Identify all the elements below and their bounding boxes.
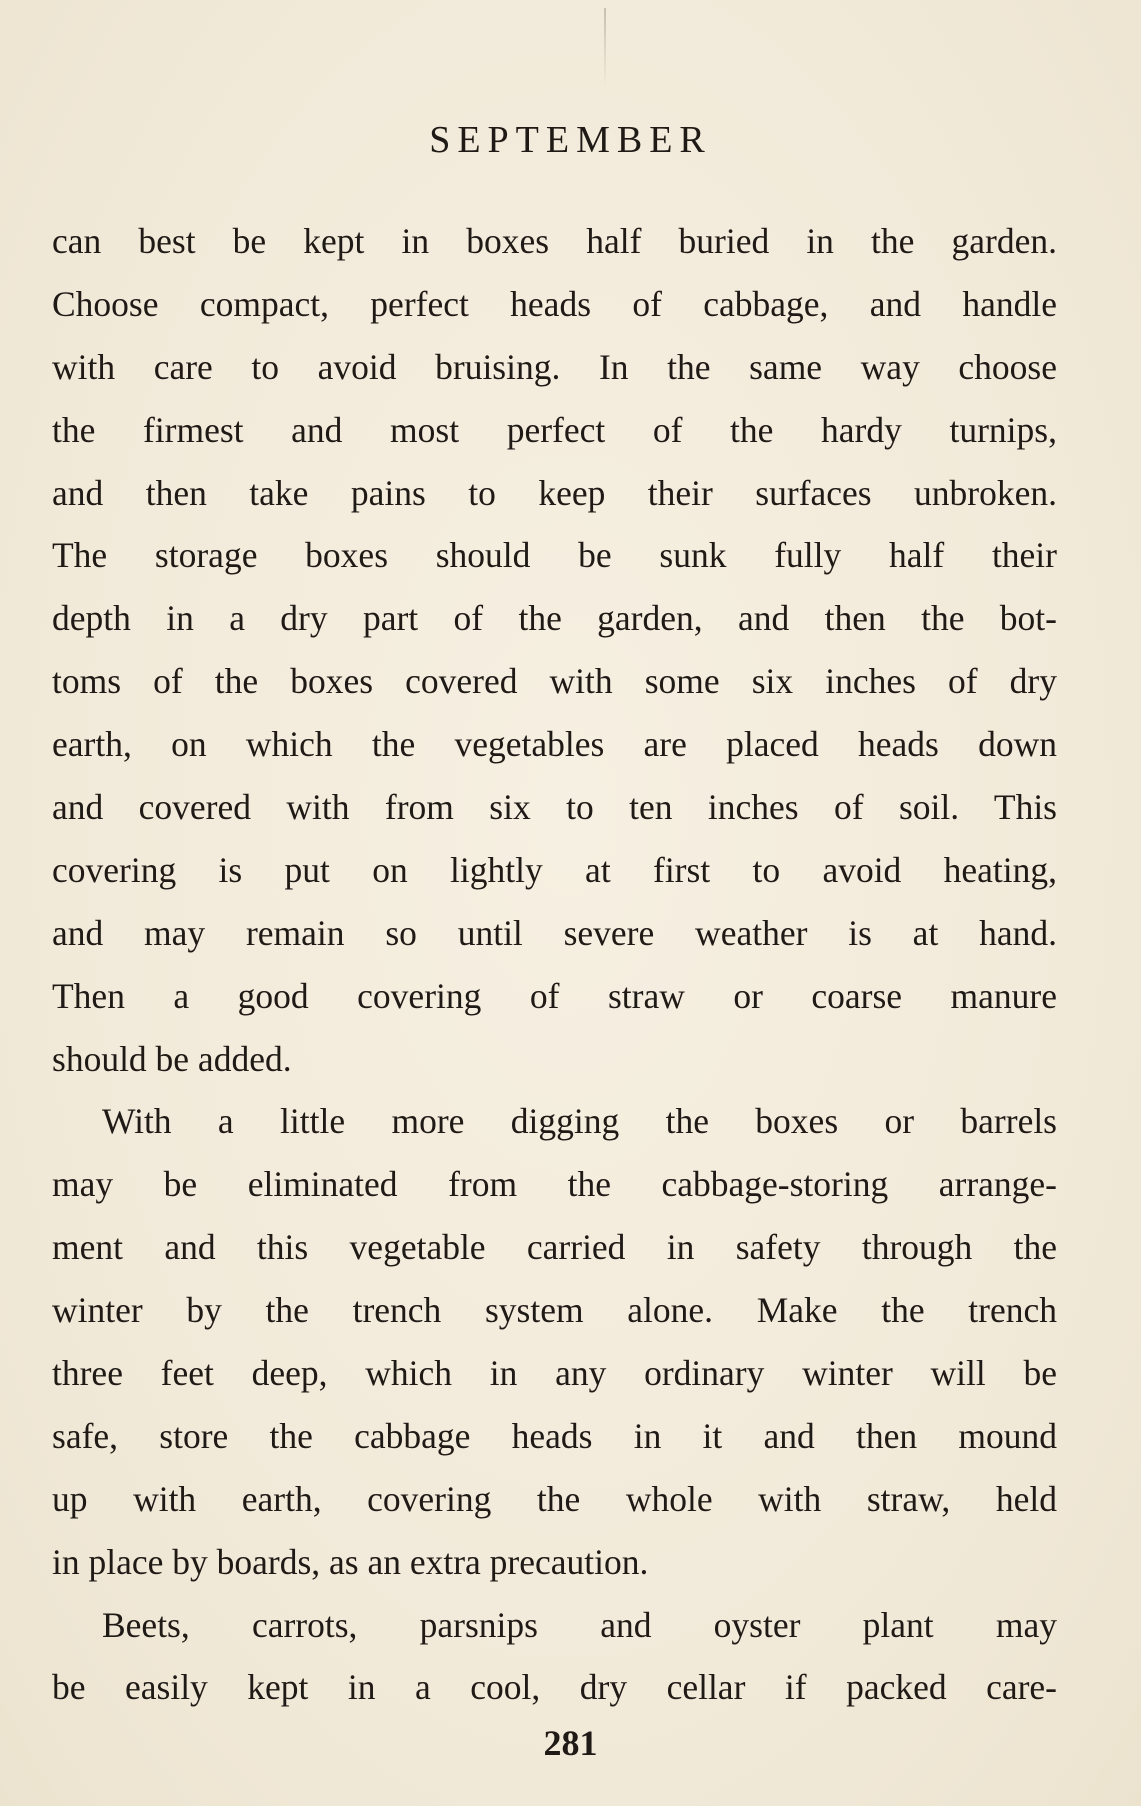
text-line: Beets, carrots, parsnips and oyster plant may bbox=[102, 1604, 1057, 1645]
page-number: 281 bbox=[543, 1723, 598, 1763]
text-line: and covered with from six to ten inches of soil. This bbox=[52, 787, 1057, 828]
text-line: with care to avoid bruising. In the same way choose bbox=[52, 346, 1057, 387]
running-head: SEPTEMBER bbox=[429, 119, 712, 161]
text-line: and may remain so until severe weather is at hand. bbox=[52, 912, 1057, 953]
text-line: covering is put on lightly at first to avoid heating, bbox=[52, 849, 1057, 890]
text-line: earth, on which the vegetables are placed heads down bbox=[52, 724, 1057, 765]
text-line: in place by boards, as an extra precaution. bbox=[52, 1541, 649, 1582]
text-line: Then a good covering of straw or coarse manure bbox=[52, 975, 1057, 1016]
text-line: safe, store the cabbage heads in it and then mound bbox=[52, 1415, 1057, 1456]
text-line: Choose compact, perfect heads of cabbage, and handle bbox=[52, 283, 1057, 324]
text-line: and then take pains to keep their surfaces unbroken. bbox=[52, 472, 1057, 513]
text-line: The storage boxes should be sunk fully half their bbox=[52, 535, 1057, 576]
text-line: up with earth, covering the whole with straw, held bbox=[52, 1478, 1057, 1519]
text-line: winter by the trench system alone. Make the trench bbox=[52, 1290, 1057, 1331]
text-line: may be eliminated from the cabbage-storing arrange- bbox=[52, 1164, 1057, 1205]
text-line: ment and this vegetable carried in safety through the bbox=[52, 1227, 1057, 1268]
body-text bbox=[52, 210, 1057, 1719]
text-line: can best be kept in boxes half buried in the garden. bbox=[52, 221, 1057, 261]
page-crease bbox=[604, 8, 606, 88]
text-line: three feet deep, which in any ordinary winter will be bbox=[52, 1353, 1057, 1394]
text-line: the firmest and most perfect of the hardy turnips, bbox=[52, 409, 1057, 450]
text-line: should be added. bbox=[52, 1038, 292, 1079]
text-line: With a little more digging the boxes or barrels bbox=[102, 1101, 1057, 1142]
text-line: depth in a dry part of the garden, and then the bot- bbox=[52, 598, 1057, 639]
text-line: toms of the boxes covered with some six inches of dry bbox=[52, 661, 1057, 702]
text-line: be easily kept in a cool, dry cellar if packed care- bbox=[52, 1667, 1057, 1708]
